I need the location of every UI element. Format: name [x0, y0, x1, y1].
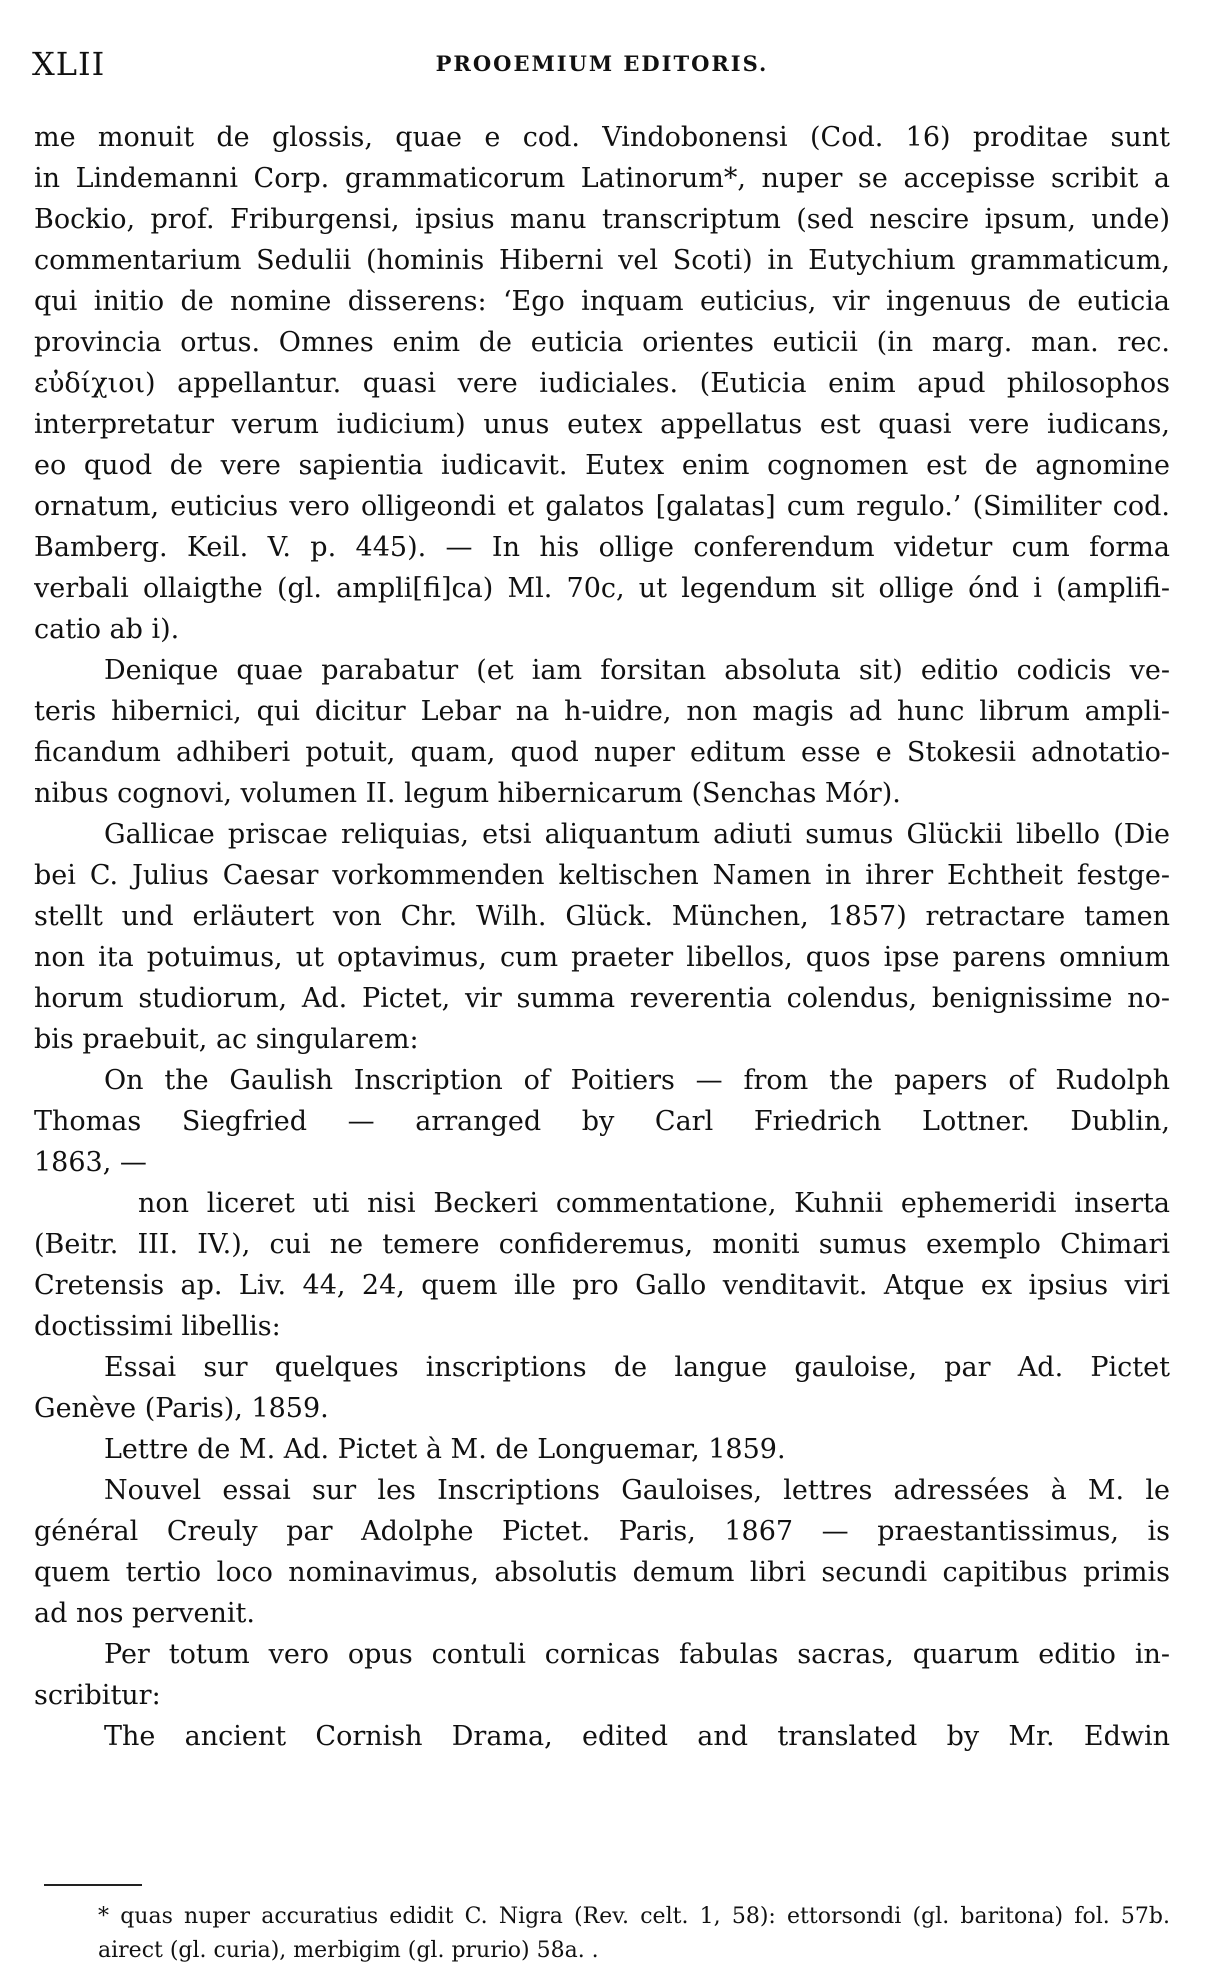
text-line: me monuit de glossis, quae e cod. Vindobonensi (Cod. 16) proditae sunt [34, 122, 1170, 153]
text-line: interpretatur verum iudicium) unus eutex appellatus est quasi vere iudicans, [34, 409, 1170, 440]
text-line: On the Gaulish Inscription of Poitiers — from the papers of Rudolph [104, 1065, 1170, 1096]
text-line: verbali ollaigthe (gl. ampli[fi]ca) Ml. 70c, ut legendum sit ollige ónd i (amplifi- [34, 573, 1170, 604]
text-line: ad nos pervenit. [34, 1598, 255, 1629]
page-number: XLII [32, 45, 106, 83]
body-text [34, 117, 1170, 1757]
text-line: catio ab i). [34, 614, 180, 645]
text-line: doctissimi libellis: [34, 1311, 281, 1342]
running-title: PROOEMIUM EDITORIS. [435, 51, 769, 76]
text-line: commentarium Sedulii (hominis Hiberni vel Scoti) in Eutychium grammaticum, [34, 245, 1170, 276]
text-line: Nouvel essai sur les Inscriptions Gauloises, lettres adressées à M. le [104, 1475, 1170, 1506]
text-line: eo quod de vere sapientia iudicavit. Eutex enim cognomen est de agnomine [34, 450, 1170, 481]
text-line: 1863, — [34, 1147, 147, 1178]
text-line: bis praebuit, ac singularem: [34, 1024, 419, 1055]
text-line: in Lindemanni Corp. grammaticorum Latinorum*, nuper se accepisse scribit a [34, 163, 1170, 194]
text-line: horum studiorum, Ad. Pictet, vir summa reverentia colendus, benignissime no- [34, 983, 1170, 1014]
text-line: ficandum adhiberi potuit, quam, quod nuper editum esse e Stokesii adnotatio- [34, 737, 1170, 768]
text-line: Denique quae parabatur (et iam forsitan absoluta sit) editio codicis ve- [104, 655, 1170, 686]
text-line: (Beitr. III. IV.), cui ne temere confideremus, moniti sumus exemplo Chimari [34, 1229, 1170, 1260]
text-line: général Creuly par Adolphe Pictet. Paris, 1867 — praestantissimus, is [34, 1516, 1170, 1547]
text-line: The ancient Cornish Drama, edited and translated by Mr. Edwin [104, 1721, 1170, 1752]
footnote-rule [44, 1884, 142, 1886]
text-line: teris hibernici, qui dicitur Lebar na h-uidre, non magis ad hunc librum ampli- [34, 696, 1170, 727]
text-line: nibus cognovi, volumen II. legum hibernicarum (Senchas Mór). [34, 778, 901, 809]
footnote-line: airect (gl. curia), merbigim (gl. prurio) 58a. . [98, 1938, 599, 1963]
text-line: non liceret uti nisi Beckeri commentatione, Kuhnii ephemeridi inserta [138, 1188, 1170, 1219]
text-line: Bockio, prof. Friburgensi, ipsius manu transcriptum (sed nescire ipsum, unde) [34, 204, 1170, 235]
text-line: non ita potuimus, ut optavimus, cum praeter libellos, quos ipse parens omnium [34, 942, 1170, 973]
text-line: Lettre de M. Ad. Pictet à M. de Longuemar, 1859. [104, 1434, 786, 1465]
text-line: quem tertio loco nominavimus, absolutis demum libri secundi capitibus primis [34, 1557, 1170, 1588]
text-line: qui initio de nomine disserens: ‘Ego inquam euticius, vir ingenuus de euticia [34, 286, 1170, 317]
text-line: ornatum, euticius vero olligeondi et galatos [galatas] cum regulo.’ (Similiter cod. [34, 491, 1170, 522]
text-line: scribitur: [34, 1680, 161, 1711]
footnote-line: * quas nuper accuratius edidit C. Nigra (Rev. celt. 1, 58): ettorsondi (gl. baritona) fol. 57b. [98, 1904, 1170, 1929]
text-line: stellt und erläutert von Chr. Wilh. Glück. München, 1857) retractare tamen [34, 901, 1170, 932]
text-line: provincia ortus. Omnes enim de euticia orientes euticii (in marg. man. rec. [34, 327, 1170, 358]
text-line: Thomas Siegfried — arranged by Carl Friedrich Lottner. Dublin, [34, 1106, 1170, 1137]
text-line: Gallicae priscae reliquias, etsi aliquantum adiuti sumus Glückii libello (Die [104, 819, 1170, 850]
text-line: Bamberg. Keil. V. p. 445). — In his ollige conferendum videtur cum forma [34, 532, 1170, 563]
text-line: Per totum vero opus contuli cornicas fabulas sacras, quarum editio in- [104, 1639, 1170, 1670]
page-header [32, 42, 1172, 86]
text-line: Cretensis ap. Liv. 44, 24, quem ille pro Gallo venditavit. Atque ex ipsius viri [34, 1270, 1170, 1301]
text-line: Essai sur quelques inscriptions de langue gauloise, par Ad. Pictet [104, 1352, 1170, 1383]
text-line: εὐδίχιοι) appellantur. quasi vere iudiciales. (Euticia enim apud philosophos [34, 368, 1170, 399]
text-line: bei C. Julius Caesar vorkommenden keltischen Namen in ihrer Echtheit festge- [34, 860, 1170, 891]
text-line: Genève (Paris), 1859. [34, 1393, 329, 1424]
footnotes [98, 1900, 1170, 1968]
